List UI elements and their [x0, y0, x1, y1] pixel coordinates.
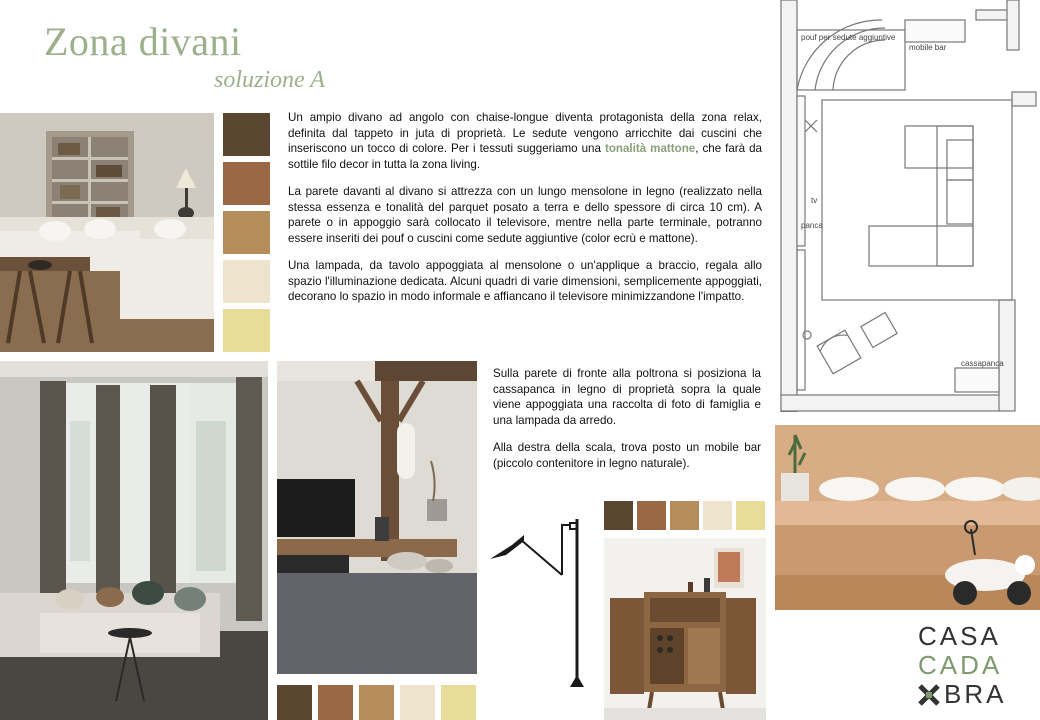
description-text-secondary: [493, 366, 761, 483]
living-room-windows-photo: [0, 361, 268, 720]
logo-line-bra: BRA: [944, 679, 1007, 709]
color-swatch-mid-4: [703, 501, 732, 530]
color-swatch-oak: [223, 211, 270, 254]
color-swatch-mid-2: [637, 501, 666, 530]
logo-line-bra-row: [918, 680, 1028, 709]
bench-photo: [775, 425, 1040, 610]
page-subtitle: soluzione A: [214, 67, 325, 93]
tv-wall-photo: [277, 361, 477, 674]
paragraph-4: Sulla parete di fronte alla poltrona si posiziona la cassapanca in legno di proprietà sopra la quale viene appoggiata una raccolta di foto di famiglia e una lampada da arredo.: [493, 367, 761, 427]
color-swatch-ecru: [223, 260, 270, 303]
paragraph-2: La parete davanti al divano si attrezza con un lungo mensolone in legno (realizzato nella stessa essenza e tonalità del parquet posato a terra e dello spessore di circa 10 cm). A parete o in appoggio sarà collocato il televisore, mentre nella parte terminale, potranno essere inseriti dei pouf o cuscini come sedute aggiuntive (color ecrù e mattone).: [288, 185, 762, 245]
color-swatch-mid-3: [670, 501, 699, 530]
color-swatch-dark-brown: [223, 113, 270, 156]
color-swatch-bottom-4: [400, 685, 435, 720]
plan-label-cassapanca: cassapanca: [961, 359, 1004, 368]
highlight-tonalita-mattone: tonalità mattone: [604, 142, 696, 155]
color-swatch-bottom-2: [318, 685, 353, 720]
paragraph-5: Alla destra della scala, trova posto un mobile bar (piccolo contenitore in legno naturale).: [493, 441, 761, 470]
logo-line-casa: CASA: [918, 621, 1001, 651]
color-swatch-bottom-1: [277, 685, 312, 720]
description-text: [288, 110, 762, 317]
plan-label-pouf: pouf per sedute aggiuntive: [801, 33, 896, 42]
living-room-photo: [0, 113, 214, 352]
color-swatch-bottom-3: [359, 685, 394, 720]
floor-plan: [777, 0, 1040, 412]
color-swatch-brick: [223, 162, 270, 205]
paragraph-3: Una lampada, da tavolo appoggiata al mensolone o un'applique a braccio, regala allo spazio l'illuminazione dedicata. Alcuni quadri di varie dimensioni, semplicemente appoggiati, decorano lo spazio in modo informale e affiancano il televisore minimizzandone l'impatto.: [288, 259, 762, 303]
plan-label-panca: panca: [801, 221, 823, 230]
page-title: Zona divani: [44, 19, 242, 64]
color-swatch-pale-yellow: [223, 309, 270, 352]
paragraph-1: Un ampio divano ad angolo con chaise-longue diventa protagonista della zona relax, definita dal tappeto in juta di proprietà. Le sedute vengono arricchite dai cuscini che inseriscono un tocco di colore. Per i tessuti suggeriamo una tonalità mattone, che farà da sottile filo decor in tutta la zona living.: [288, 111, 762, 171]
color-swatch-mid-5: [736, 501, 765, 530]
color-swatch-bottom-5: [441, 685, 476, 720]
bar-cabinet-photo: [604, 538, 766, 720]
logo-knot-icon: [918, 684, 940, 706]
plan-label-tv: tv: [811, 196, 818, 205]
logo-line-cada: CADA: [918, 650, 1003, 680]
casacadabra-logo: [918, 622, 1028, 717]
wall-lamp-image: [484, 515, 588, 690]
plan-label-mobile-bar: mobile bar: [909, 43, 947, 52]
color-swatch-mid-1: [604, 501, 633, 530]
